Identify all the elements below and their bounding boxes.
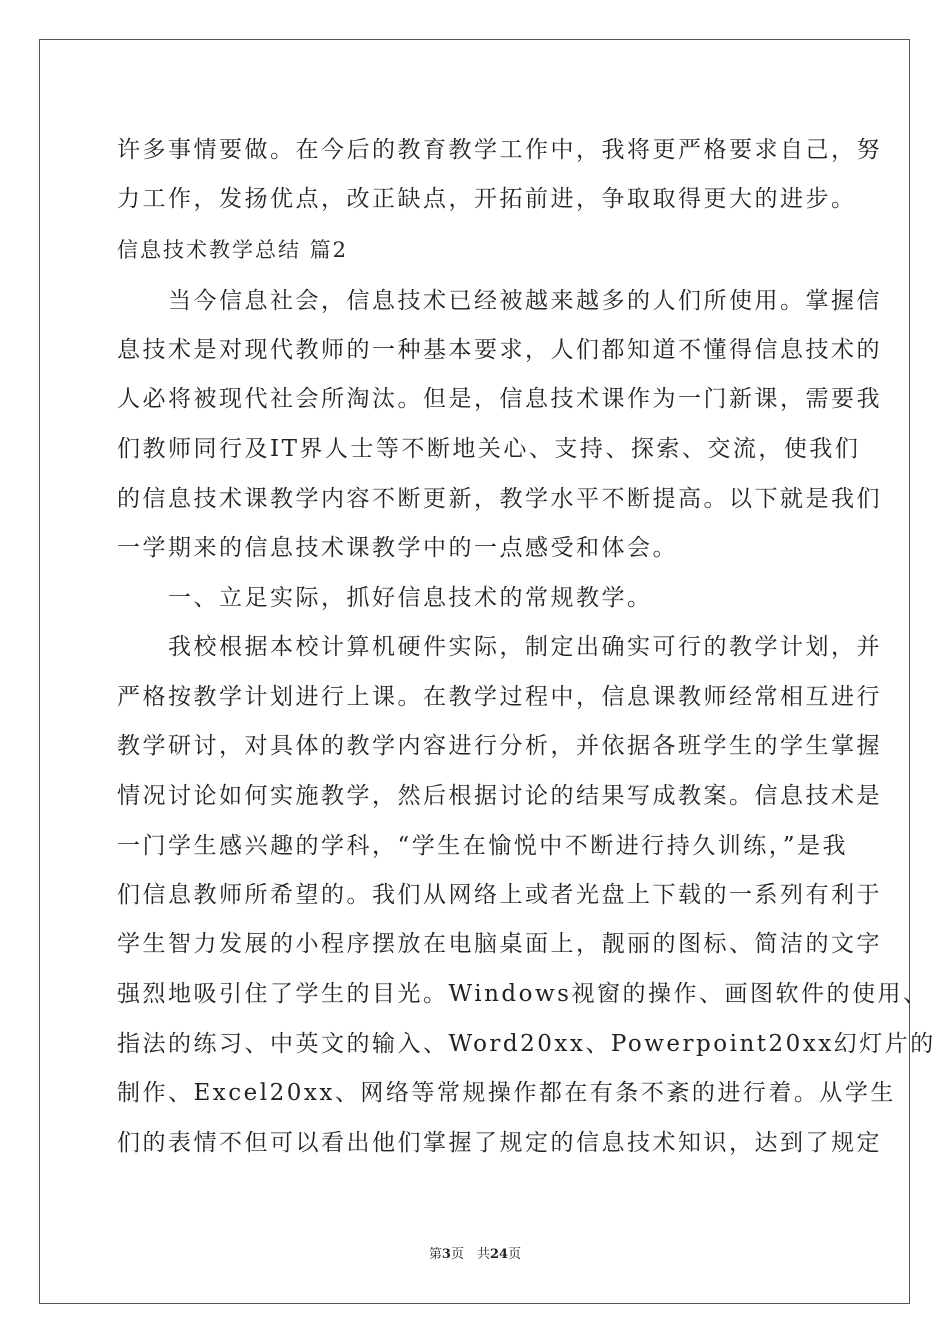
text-line: 学生智力发展的小程序摆放在电脑桌面上，靓丽的图标、简洁的文字 [117,931,882,957]
text-line: 力工作，发扬优点，改正缺点，开拓前进，争取取得更大的进步。 [117,186,857,212]
text-line: 指法的练习、中英文的输入、Word20xx、Powerpoint20xx幻灯片的 [117,1031,936,1057]
section-heading: 信息技术教学总结 篇2 [117,238,349,262]
text-line: 一、立足实际，抓好信息技术的常规教学。 [117,585,653,611]
page-mid: 页 共 [450,1247,490,1262]
text-line: 人必将被现代社会所淘汰。但是，信息技术课作为一门新课，需要我 [117,386,882,412]
text-line: 们教师同行及IT界人士等不断地关心、支持、探索、交流，使我们 [117,436,861,462]
page-prefix: 第 [428,1247,442,1262]
page-border [39,39,936,1304]
text-line: 制作、Excel20xx、网络等常规操作都在有条不紊的进行着。从学生 [117,1080,896,1106]
text-line: 一学期来的信息技术课教学中的一点感受和体会。 [117,535,678,561]
text-line: 强烈地吸引住了学生的目光。Windows视窗的操作、画图软件的使用、 [117,981,929,1007]
page-total: 24 [489,1247,509,1262]
text-line: 严格按教学计划进行上课。在教学过程中，信息课教师经常相互进行 [117,684,882,710]
text-line: 当今信息社会，信息技术已经被越来越多的人们所使用。掌握信 [117,288,882,314]
text-line: 一门学生感兴趣的学科，“学生在愉悦中不断进行持久训练，”是我 [117,833,849,859]
text-line: 我校根据本校计算机硬件实际，制定出确实可行的教学计划，并 [117,634,882,660]
text-line: 们信息教师所希望的。我们从网络上或者光盘上下载的一系列有利于 [117,882,882,908]
page-current: 3 [441,1247,451,1262]
text-line: 们的表情不但可以看出他们掌握了规定的信息技术知识，达到了规定 [117,1130,882,1156]
text-line: 情况讨论如何实施教学，然后根据讨论的结果写成教案。信息技术是 [117,783,882,809]
text-line: 教学研讨，对具体的教学内容进行分析，并依据各班学生的学生掌握 [117,733,882,759]
text-line: 的信息技术课教学内容不断更新，教学水平不断提高。以下就是我们 [117,486,882,512]
page-suffix: 页 [508,1247,522,1262]
page-footer [0,1247,950,1263]
text-line: 息技术是对现代教师的一种基本要求，人们都知道不懂得信息技术的 [117,337,882,363]
text-line: 许多事情要做。在今后的教育教学工作中，我将更严格要求自己，努 [117,137,882,163]
